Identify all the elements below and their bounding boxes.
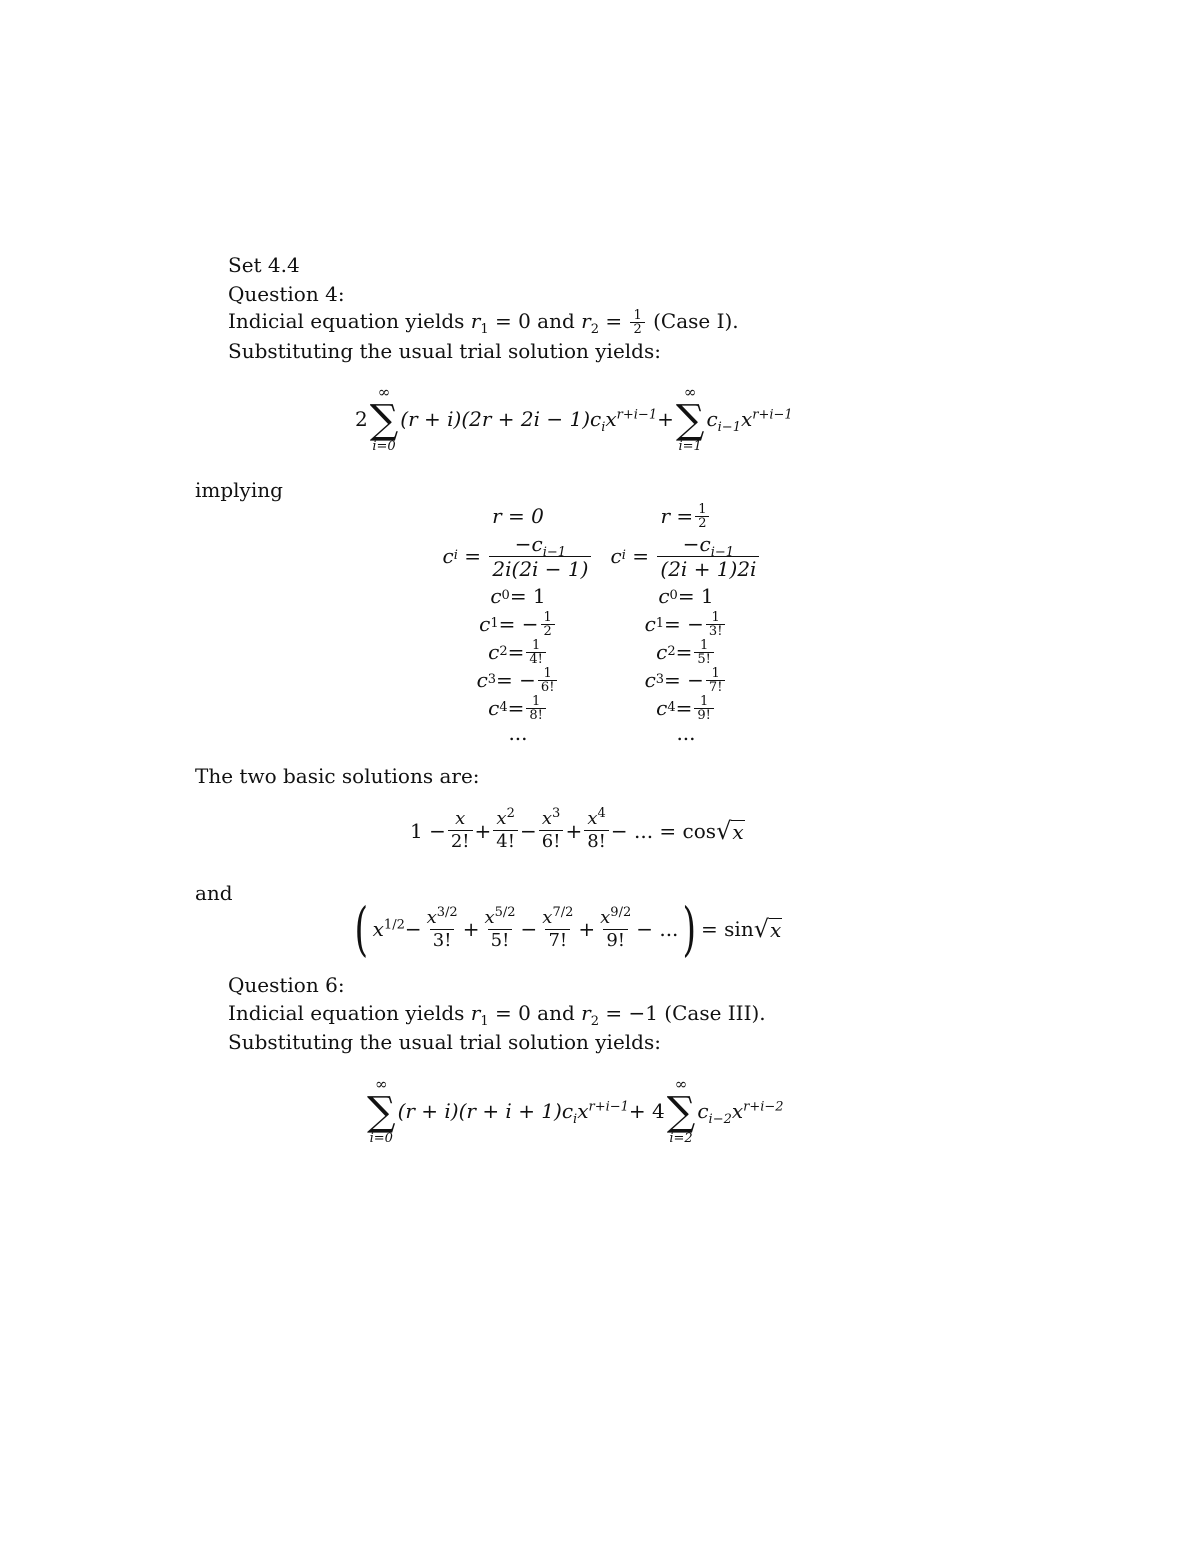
sin-series-equation: ( $x^{1/2}$ − $\frac{x^{3/2}}{3!}$ + $\frac{x^{5/2}}{5!}$ − $\frac{x^{7/2}}{7!}$ + $\frac{x^{9/2}}{9!}$ − ... ) = sin √ x (354, 895, 782, 963)
coefficient-row: c 3 = − $\frac{1}{6!}$ (438, 666, 598, 694)
coefficient-row: c 0 = 1 (658, 584, 714, 608)
coeff-column-rhalf (606, 502, 766, 744)
ci-recurrence-right: c i = $\frac{-c_{i-1}}{(2i + 1)2i}$ (606, 530, 766, 582)
q4-series-equation: 2 ∞ ∑ i=0 $(r + i)(2r + 2i - 1)c_ix^{r+i-1}$ + ∞ ∑ i=1 $c_{i-1}x^{r+i-1}$ (355, 383, 793, 454)
q4-substituting: Substituting the usual trial solution yields: (228, 339, 661, 363)
implying-label: implying (195, 478, 283, 502)
half-fraction: $\frac{1}{2}$ (630, 309, 644, 336)
coefficient-row: c 4 = $\frac{1}{9!}$ (606, 694, 766, 722)
and-label: and (195, 881, 233, 905)
summation-symbol: ∞ ∑ i=0 (369, 383, 399, 454)
q4-indicial-line: Indicial equation yields $r_1 = 0$ and $r_2$ = $\frac{1}{2}$ (Case I). (228, 308, 739, 337)
coefficient-row: c 2 = $\frac{1}{4!}$ (438, 638, 598, 666)
cos-series-equation: 1 − $\frac{x}{2!}$ + $\frac{x^2}{4!}$ − $\frac{x^3}{6!}$ + $\frac{x^4}{8!}$ − ... = cos √ x (410, 806, 744, 852)
q6-indicial-line: Indicial equation yields $r_1 = 0$ and $r_2 = -1$ (Case III). (228, 1001, 766, 1029)
set-label: Set 4.4 (228, 253, 300, 277)
two-basic-label: The two basic solutions are: (195, 764, 480, 788)
coefficient-row: c 2 = $\frac{1}{5!}$ (606, 638, 766, 666)
coefficient-row: c 4 = $\frac{1}{8!}$ (438, 694, 598, 722)
coeff-column-r0 (438, 502, 598, 744)
ellipsis: ... (508, 721, 528, 745)
summation-symbol: ∞ ∑ i=0 (367, 1075, 396, 1146)
coefficient-row: c 3 = − $\frac{1}{7!}$ (606, 666, 766, 694)
coefficient-row: c 1 = − $\frac{1}{3!}$ (606, 610, 766, 638)
q6-series-equation: ∞ ∑ i=0 $(r + i)(r + i + 1)c_ix^{r+i-1}$ + 4 ∞ ∑ i=2 $c_{i-2}x^{r+i-2}$ (367, 1075, 784, 1146)
sqrt-symbol: √ x (716, 816, 744, 845)
question-4-title: Question 4: (228, 282, 345, 306)
q6-substituting: Substituting the usual trial solution yields: (228, 1030, 661, 1054)
question-6-title: Question 6: (228, 973, 345, 997)
summation-symbol: ∞ ∑ i=1 (675, 383, 705, 454)
coefficient-row: c 1 = − $\frac{1}{2}$ (438, 610, 598, 638)
ellipsis: ... (676, 721, 696, 745)
ci-recurrence-left: c i = $\frac{-c_{i-1}}{2i(2i - 1)}$ (438, 530, 598, 582)
sqrt-symbol: √ x (753, 915, 782, 943)
r-half-label: r = $\frac{1}{2}$ (606, 502, 766, 530)
coefficient-row: c 0 = 1 (490, 584, 546, 608)
r-zero-label: r = 0 (492, 504, 544, 528)
summation-symbol: ∞ ∑ i=2 (666, 1075, 696, 1146)
